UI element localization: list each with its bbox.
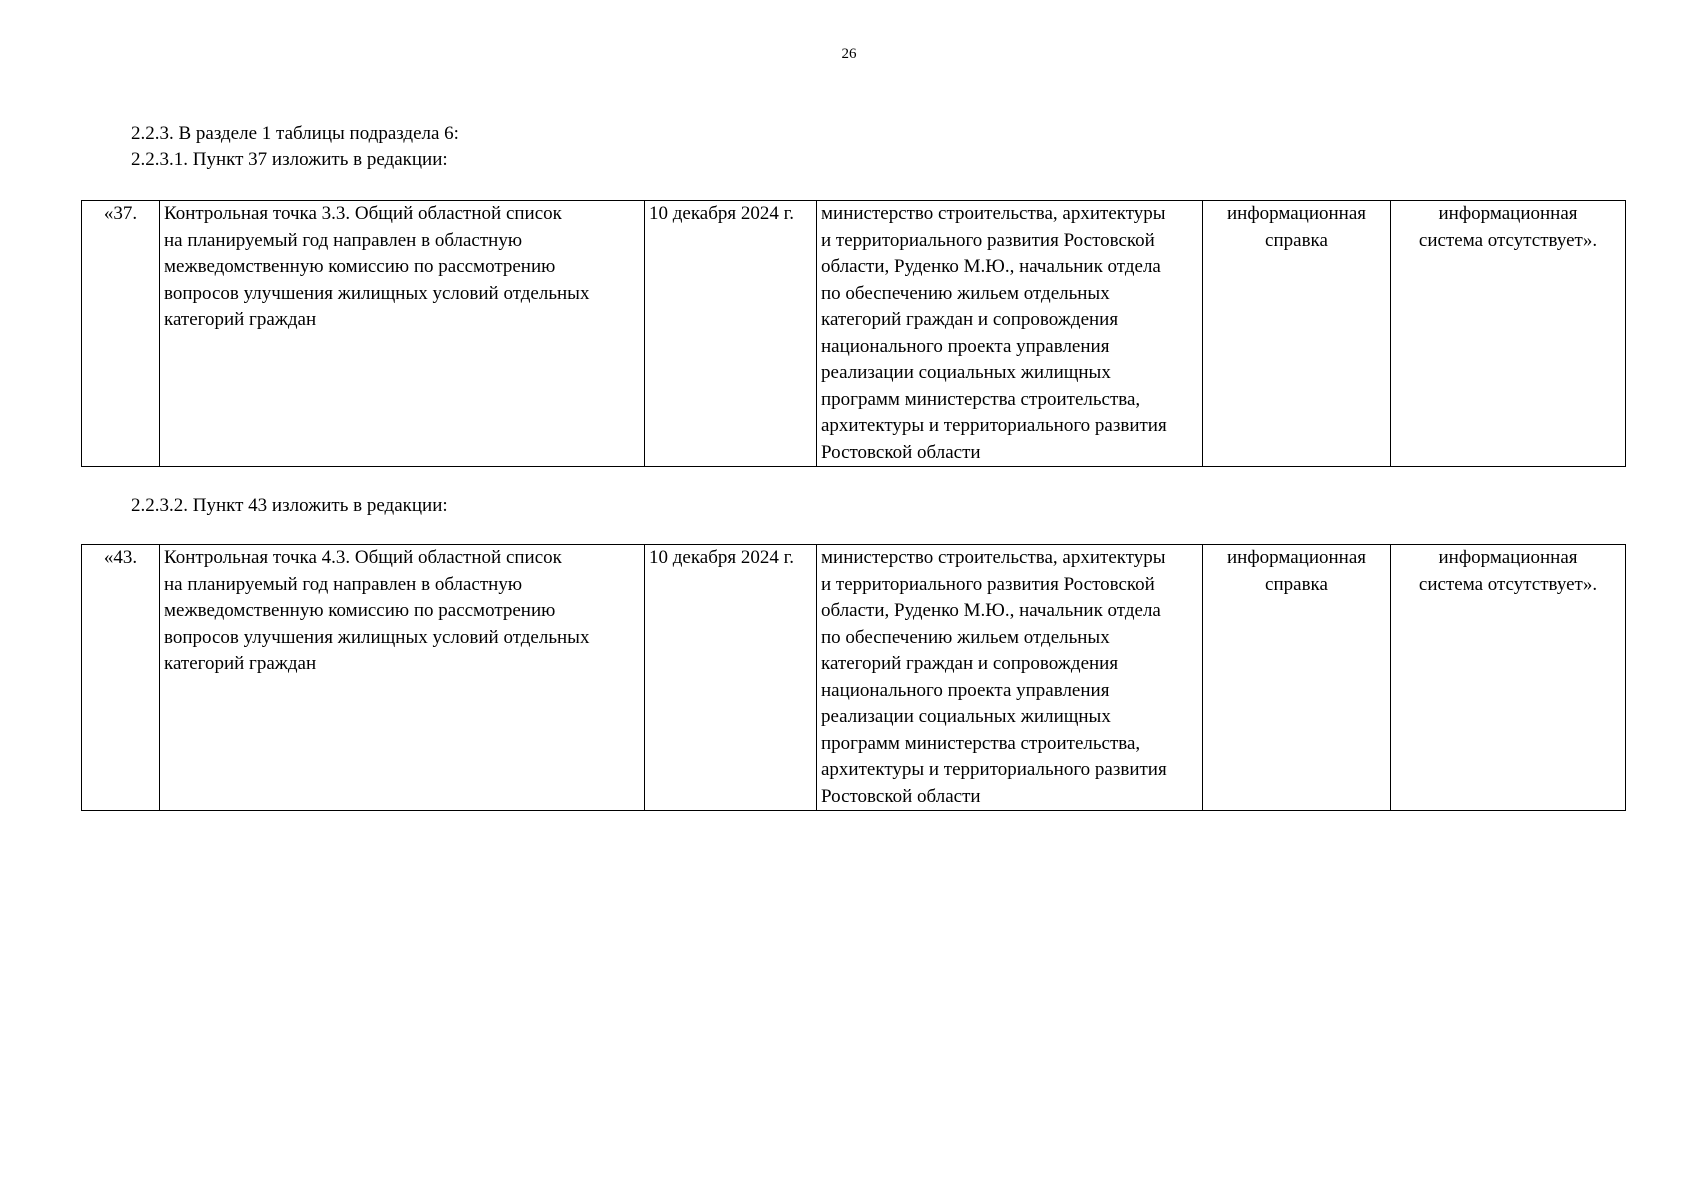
document-type-cell: информационная справка xyxy=(1203,201,1391,467)
table-row xyxy=(82,545,1626,811)
row-number-cell: «43. xyxy=(82,545,160,811)
item-43-instruction: 2.2.3.2. Пункт 43 изложить в редакции: xyxy=(131,495,448,516)
amendment-table-item-43 xyxy=(81,544,1626,811)
amendment-table-item-37 xyxy=(81,200,1626,467)
deadline-date-cell: 10 декабря 2024 г. xyxy=(645,201,817,467)
checkpoint-description-cell: Контрольная точка 4.3. Общий областной список на планируемый год направлен в областную межведомственную комиссию по рассмотрению вопросов улучшения жилищных условий отдельных категорий граждан xyxy=(160,545,645,811)
table-row xyxy=(82,201,1626,467)
section-instruction: 2.2.3. В разделе 1 таблицы подраздела 6: xyxy=(131,123,459,144)
responsible-executor-cell: министерство строительства, архитектуры и территориального развития Ростовской области, Руденко М.Ю., начальник отдела по обеспечению жильем отдельных категорий граждан и сопровождения национального проекта управления реализации социальных жилищных программ министерства строительства, архитектуры и территориального развития Ростовской области xyxy=(817,545,1203,811)
information-system-cell: информационная система отсутствует». xyxy=(1391,201,1626,467)
item-37-instruction: 2.2.3.1. Пункт 37 изложить в редакции: xyxy=(131,149,448,170)
page-number: 26 xyxy=(841,46,857,62)
deadline-date-cell: 10 декабря 2024 г. xyxy=(645,545,817,811)
checkpoint-description-cell: Контрольная точка 3.3. Общий областной список на планируемый год направлен в областную межведомственную комиссию по рассмотрению вопросов улучшения жилищных условий отдельных категорий граждан xyxy=(160,201,645,467)
row-number-cell: «37. xyxy=(82,201,160,467)
information-system-cell: информационная система отсутствует». xyxy=(1391,545,1626,811)
document-type-cell: информационная справка xyxy=(1203,545,1391,811)
responsible-executor-cell: министерство строительства, архитектуры и территориального развития Ростовской области, Руденко М.Ю., начальник отдела по обеспечению жильем отдельных категорий граждан и сопровождения национального проекта управления реализации социальных жилищных программ министерства строительства, архитектуры и территориального развития Ростовской области xyxy=(817,201,1203,467)
